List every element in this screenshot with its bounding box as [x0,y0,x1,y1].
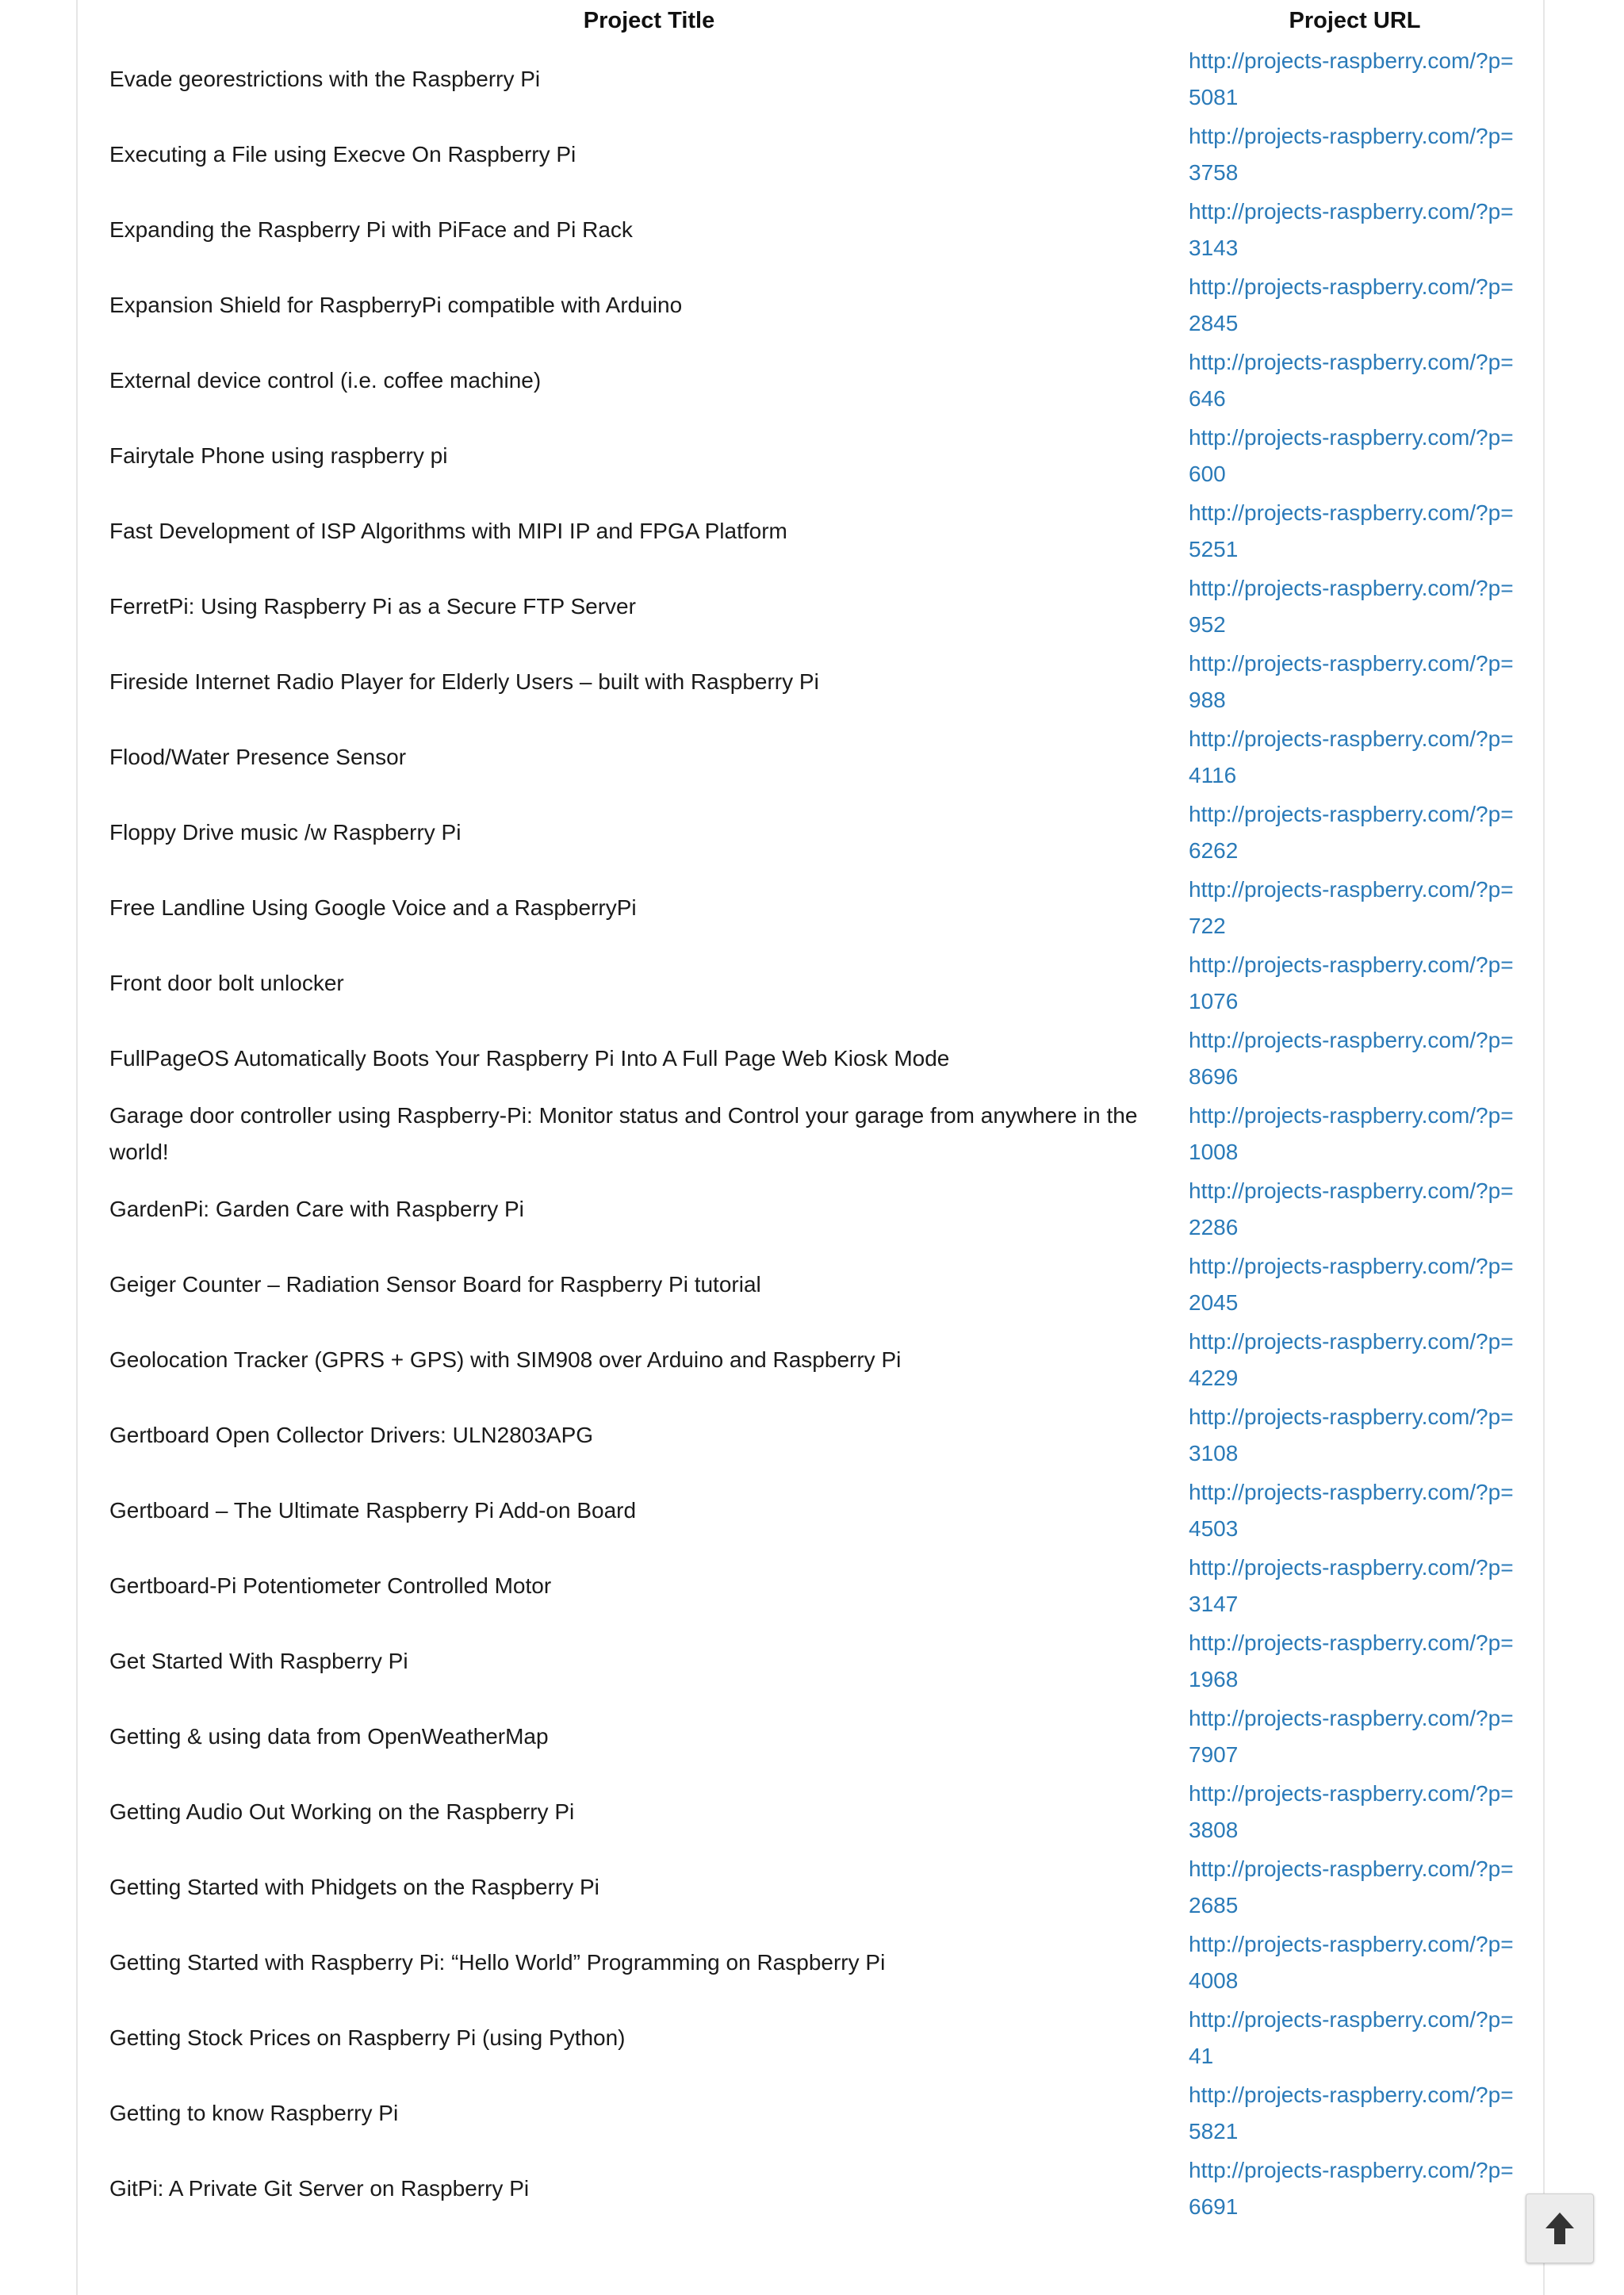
table-row [109,343,1521,418]
project-url-cell [1189,1849,1521,1925]
table-row [109,2151,1521,2226]
table-row [109,418,1521,493]
project-url-cell [1189,945,1521,1021]
table-row [109,1021,1521,1096]
project-url-cell [1189,493,1521,569]
project-url-cell [1189,870,1521,945]
project-url-link[interactable]: http://projects-raspberry.com/?p=4503 [1189,1479,1514,1541]
project-url-link[interactable]: http://projects-raspberry.com/?p=1968 [1189,1630,1514,1692]
project-url-link[interactable]: http://projects-raspberry.com/?p=2845 [1189,274,1514,335]
scroll-to-top-button[interactable] [1526,2193,1594,2263]
project-url-link[interactable]: http://projects-raspberry.com/?p=6262 [1189,801,1514,863]
project-url-cell [1189,719,1521,795]
project-title: Getting to know Raspberry Pi [109,2100,399,2125]
project-url-link[interactable]: http://projects-raspberry.com/?p=3143 [1189,198,1514,260]
table-row [109,1548,1521,1623]
table-row [109,1849,1521,1925]
project-url-link[interactable]: http://projects-raspberry.com/?p=646 [1189,349,1514,411]
project-url-link[interactable]: http://projects-raspberry.com/?p=3108 [1189,1404,1514,1466]
project-url-link[interactable]: http://projects-raspberry.com/?p=952 [1189,575,1514,637]
arrow-up-icon [1544,2211,1576,2246]
project-url-cell [1189,644,1521,719]
project-title: Get Started With Raspberry Pi [109,1648,408,1673]
project-title: External device control (i.e. coffee machine) [109,367,542,393]
project-url-cell [1189,2075,1521,2151]
project-url-cell [1189,267,1521,343]
project-url-link[interactable]: http://projects-raspberry.com/?p=5081 [1189,48,1514,109]
project-url-link[interactable]: http://projects-raspberry.com/?p=4229 [1189,1328,1514,1390]
column-header-title: Project Title [583,7,715,33]
project-title: Gertboard-Pi Potentiometer Controlled Motor [109,1573,552,1598]
project-url-link[interactable]: http://projects-raspberry.com/?p=2045 [1189,1253,1514,1315]
column-header-url: Project URL [1289,7,1421,33]
table-row [109,1699,1521,1774]
table-row [109,192,1521,267]
project-title: Floppy Drive music /w Raspberry Pi [109,819,462,845]
project-url-link[interactable]: http://projects-raspberry.com/?p=5821 [1189,2082,1514,2144]
table-body [109,41,1521,2226]
table-row [109,569,1521,644]
project-url-cell [1189,1925,1521,2000]
project-url-link[interactable]: http://projects-raspberry.com/?p=3758 [1189,123,1514,185]
table-row [109,795,1521,870]
table-row [109,117,1521,192]
project-url-cell [1189,2000,1521,2075]
project-url-link[interactable]: http://projects-raspberry.com/?p=600 [1189,424,1514,486]
content-area [76,0,1545,2295]
table-row [109,41,1521,117]
project-title: FerretPi: Using Raspberry Pi as a Secure FTP Server [109,593,636,619]
project-title: Expansion Shield for RaspberryPi compatible with Arduino [109,292,683,317]
project-title: Front door bolt unlocker [109,970,344,995]
project-url-link[interactable]: http://projects-raspberry.com/?p=41 [1189,2006,1514,2068]
project-title: GitPi: A Private Git Server on Raspberry Pi [109,2175,530,2201]
project-url-cell [1189,2151,1521,2226]
project-title: Geiger Counter – Radiation Sensor Board for Raspberry Pi tutorial [109,1271,761,1297]
project-url-link[interactable]: http://projects-raspberry.com/?p=4008 [1189,1931,1514,1993]
project-url-cell [1189,41,1521,117]
project-url-link[interactable]: http://projects-raspberry.com/?p=722 [1189,876,1514,938]
project-url-link[interactable]: http://projects-raspberry.com/?p=1076 [1189,952,1514,1013]
table-row [109,1247,1521,1322]
project-title: Evade georestrictions with the Raspberry Pi [109,66,541,91]
table-row [109,1397,1521,1473]
project-url-cell [1189,1548,1521,1623]
project-url-cell [1189,418,1521,493]
project-url-link[interactable]: http://projects-raspberry.com/?p=7907 [1189,1705,1514,1767]
table-row [109,1322,1521,1397]
table-row [109,1623,1521,1699]
project-title: GardenPi: Garden Care with Raspberry Pi [109,1196,524,1221]
project-title: Geolocation Tracker (GPRS + GPS) with SIM908 over Arduino and Raspberry Pi [109,1347,902,1372]
projects-table [109,0,1521,2226]
project-title: Getting Started with Phidgets on the Raspberry Pi [109,1874,599,1899]
project-url-cell [1189,1397,1521,1473]
project-url-link[interactable]: http://projects-raspberry.com/?p=2685 [1189,1856,1514,1918]
project-url-cell [1189,1322,1521,1397]
project-url-link[interactable]: http://projects-raspberry.com/?p=1008 [1189,1102,1514,1164]
project-url-cell [1189,1247,1521,1322]
project-url-cell [1189,1699,1521,1774]
project-title: Fireside Internet Radio Player for Elderly Users – built with Raspberry Pi [109,669,819,694]
project-url-link[interactable]: http://projects-raspberry.com/?p=8696 [1189,1027,1514,1089]
project-title: Getting & using data from OpenWeatherMap [109,1723,549,1749]
project-title: Gertboard – The Ultimate Raspberry Pi Add-on Board [109,1497,637,1523]
project-url-link[interactable]: http://projects-raspberry.com/?p=4116 [1189,726,1514,787]
table-row [109,1096,1521,1171]
project-title: Fast Development of ISP Algorithms with MIPI IP and FPGA Platform [109,518,787,543]
project-title: Flood/Water Presence Sensor [109,744,407,769]
table-row [109,945,1521,1021]
table-row [109,1925,1521,2000]
table-header-row [109,0,1521,41]
project-url-link[interactable]: http://projects-raspberry.com/?p=2286 [1189,1178,1514,1239]
project-title: Free Landline Using Google Voice and a RaspberryPi [109,895,637,920]
project-url-cell [1189,117,1521,192]
project-url-cell [1189,192,1521,267]
project-url-cell [1189,795,1521,870]
project-url-cell [1189,1096,1521,1171]
project-url-link[interactable]: http://projects-raspberry.com/?p=988 [1189,650,1514,712]
project-title: FullPageOS Automatically Boots Your Raspberry Pi Into A Full Page Web Kiosk Mode [109,1045,950,1071]
project-url-cell [1189,1774,1521,1849]
table-row [109,870,1521,945]
project-url-link[interactable]: http://projects-raspberry.com/?p=5251 [1189,500,1514,561]
project-title: Gertboard Open Collector Drivers: ULN2803APG [109,1422,594,1447]
project-title: Executing a File using Execve On Raspberry Pi [109,141,576,167]
project-title: Getting Started with Raspberry Pi: “Hello World” Programming on Raspberry Pi [109,1949,886,1975]
project-url-cell [1189,1473,1521,1548]
project-url-cell [1189,1623,1521,1699]
project-title: Getting Audio Out Working on the Raspberry Pi [109,1799,575,1824]
project-url-cell [1189,343,1521,418]
table-row [109,2000,1521,2075]
project-title: Expanding the Raspberry Pi with PiFace and Pi Rack [109,216,633,242]
project-title: Getting Stock Prices on Raspberry Pi (using Python) [109,2025,626,2050]
project-url-cell [1189,1171,1521,1247]
table-row [109,1473,1521,1548]
project-title: Garage door controller using Raspberry-Pi: Monitor status and Control your garage from anywhere in the world! [109,1102,1138,1164]
table-row [109,644,1521,719]
table-row [109,493,1521,569]
table-row [109,1171,1521,1247]
project-url-cell [1189,1021,1521,1096]
table-row [109,1774,1521,1849]
project-url-link[interactable]: http://projects-raspberry.com/?p=3147 [1189,1554,1514,1616]
table-row [109,2075,1521,2151]
project-url-cell [1189,569,1521,644]
project-url-link[interactable]: http://projects-raspberry.com/?p=3808 [1189,1780,1514,1842]
table-row [109,267,1521,343]
project-title: Fairytale Phone using raspberry pi [109,443,448,468]
project-url-link[interactable]: http://projects-raspberry.com/?p=6691 [1189,2157,1514,2219]
table-row [109,719,1521,795]
